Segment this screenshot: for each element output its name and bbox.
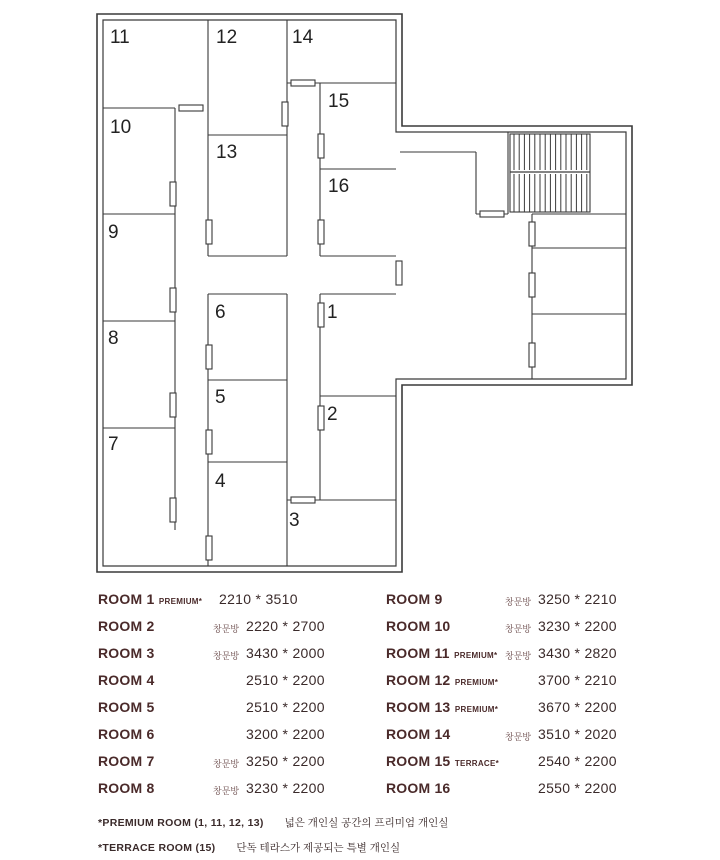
room-number: 11 [110,27,130,48]
room-tag: PREMIUM* [454,678,499,687]
window-label: 창문방 [505,651,532,661]
door-13 [206,220,212,244]
window-label: 창문방 [213,651,240,661]
door-right-a [396,261,402,285]
room-name: ROOM 7 [98,753,155,769]
door-6 [206,345,212,369]
room-row [98,699,154,717]
door-16 [318,220,324,244]
room-number: 5 [215,387,226,408]
door-9a [170,182,176,206]
room-name: ROOM 2 [98,618,155,634]
room-name: ROOM 5 [98,699,155,715]
note-terrace [98,840,400,855]
room-number: 15 [328,91,350,112]
room-dims: 3430 * 2820 [538,645,617,661]
room-numbers [108,27,349,531]
room-number: 1 [327,302,338,323]
room-number: 6 [215,302,226,323]
door-7 [170,498,176,522]
outer-walls [97,14,632,572]
room-tag: PREMIUM* [454,705,499,714]
room-row [98,618,154,636]
room-name: ROOM 15 [386,753,451,769]
room-number: 2 [327,404,338,425]
staircase [510,134,590,212]
room-row [386,726,450,744]
room-dims: 3430 * 2000 [246,645,325,661]
door-14 [291,80,315,86]
room-name: ROOM 3 [98,645,155,661]
room-dims: 3200 * 2200 [246,726,325,742]
room-row [98,753,154,771]
window-label: 창문방 [213,786,240,796]
room-row [386,780,450,798]
room-dims: 2540 * 2200 [538,753,617,769]
room-row [98,672,154,690]
room-number: 13 [216,142,238,163]
door-5 [206,430,212,454]
room-tag: PREMIUM* [158,597,203,606]
note-text: 넓은 개인실 공간의 프리미엄 개인실 [284,817,449,829]
room-name: ROOM 14 [386,726,451,742]
room-dims: 2510 * 2200 [246,699,325,715]
door-right-c [529,222,535,246]
room-name: ROOM 1 [98,591,155,607]
room-number: 4 [215,471,226,492]
door-12 [282,102,288,126]
window-label: 창문방 [505,597,532,607]
door-3 [291,497,315,503]
room-number: 12 [216,27,238,48]
room-dims: 2220 * 2700 [246,618,325,634]
window-label: 창문방 [213,624,240,634]
room-dims: 3250 * 2200 [246,753,325,769]
room-name: ROOM 9 [386,591,443,607]
room-name: ROOM 13 [386,699,451,715]
note-premium [98,815,448,830]
room-row [386,591,442,609]
room-dims: 3700 * 2210 [538,672,617,688]
room-row [98,780,154,798]
interior-walls [103,20,626,566]
door-10 [179,105,203,111]
room-name: ROOM 6 [98,726,155,742]
room-dims: 2210 * 3510 [219,591,298,607]
window-label: 창문방 [213,759,240,769]
room-number: 16 [328,176,350,197]
note-label: *TERRACE ROOM (15) [98,842,216,854]
room-dims: 3510 * 2020 [538,726,617,742]
room-row [98,591,202,609]
room-tag: TERRACE* [454,759,500,768]
note-label: *PREMIUM ROOM (1, 11, 12, 13) [98,817,264,829]
door-15 [318,134,324,158]
window-label: 창문방 [505,732,532,742]
door-right-e [529,343,535,367]
door-4 [206,536,212,560]
room-name: ROOM 11 [386,645,450,661]
room-name: ROOM 12 [386,672,451,688]
door-8 [170,393,176,417]
room-row [98,726,154,744]
room-name: ROOM 10 [386,618,451,634]
note-text: 단독 테라스가 제공되는 특별 개인실 [236,842,401,854]
room-number: 7 [108,434,119,455]
door-9b [170,288,176,312]
room-row [386,753,499,771]
room-number: 8 [108,328,119,349]
room-row [98,645,154,663]
room-row [386,618,450,636]
room-row [386,672,498,690]
room-name: ROOM 16 [386,780,451,796]
room-dims: 3230 * 2200 [538,618,617,634]
room-number: 14 [292,27,314,48]
room-number: 3 [289,510,300,531]
room-name: ROOM 4 [98,672,155,688]
room-row [386,699,498,717]
door-right-d [529,273,535,297]
room-dims: 3250 * 2210 [538,591,617,607]
room-number: 9 [108,222,119,243]
window-label: 창문방 [505,624,532,634]
room-dims: 3230 * 2200 [246,780,325,796]
room-row [386,645,497,663]
room-dims: 2510 * 2200 [246,672,325,688]
door-1 [318,303,324,327]
room-number: 10 [110,117,132,138]
room-name: ROOM 8 [98,780,155,796]
room-dims: 2550 * 2200 [538,780,617,796]
door-right-b [480,211,504,217]
room-dims: 3670 * 2200 [538,699,617,715]
room-tag: PREMIUM* [454,651,498,660]
door-2 [318,406,324,430]
